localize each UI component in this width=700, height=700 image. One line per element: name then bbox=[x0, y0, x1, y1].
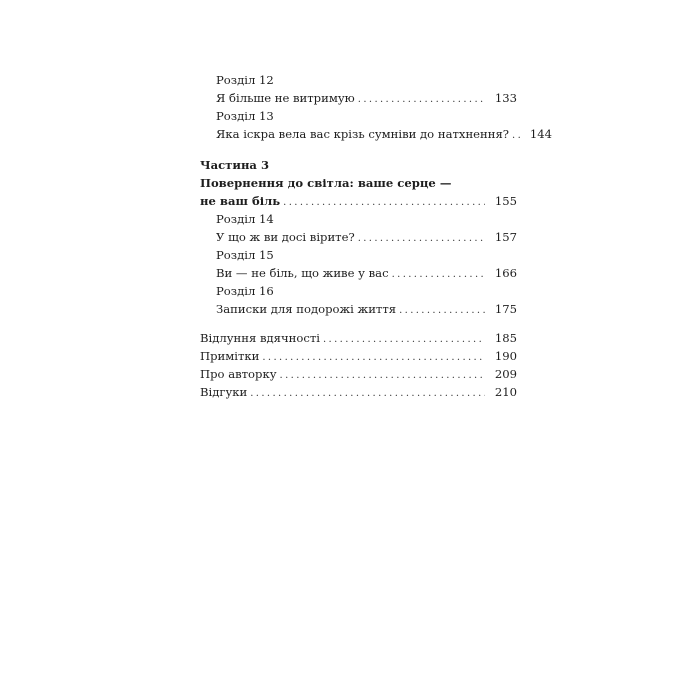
part-3-title-line-2: не ваш біль bbox=[200, 194, 281, 208]
part-3-heading: Частина 3 bbox=[200, 158, 270, 172]
page-number: 185 bbox=[494, 331, 517, 345]
dot-leader bbox=[280, 194, 485, 212]
chapter-15-entry bbox=[200, 264, 517, 282]
chapter-13-entry bbox=[200, 125, 553, 143]
page-number: 144 bbox=[529, 127, 553, 141]
page-number: 155 bbox=[494, 194, 517, 208]
dot-leader bbox=[277, 367, 485, 385]
dot-leader bbox=[396, 302, 485, 320]
back-matter-reviews: Відгуки . . . 210 bbox=[200, 383, 517, 401]
page-number: 190 bbox=[494, 349, 517, 363]
dot-leader bbox=[320, 331, 485, 349]
chapter-15-heading: Розділ 15 bbox=[216, 248, 274, 262]
chapter-12-heading: Розділ 12 bbox=[216, 73, 274, 87]
back-matter-acknowledgements: Відлуння вдячності . . . 185 bbox=[200, 329, 517, 347]
chapter-14-name: У що ж ви досі вірите? bbox=[216, 230, 355, 244]
page-number: 210 bbox=[494, 385, 517, 399]
chapter-14-entry bbox=[200, 228, 517, 246]
part-3-entry bbox=[200, 192, 517, 210]
dot-leader bbox=[247, 385, 485, 403]
chapter-16-name: Записки для подорожі життя bbox=[216, 302, 397, 316]
page-number: 209 bbox=[494, 367, 517, 381]
back-matter-notes: Примітки . . . 190 bbox=[200, 347, 517, 365]
dot-leader bbox=[259, 349, 485, 367]
dot-leader bbox=[355, 91, 485, 109]
chapter-13-name: Яка іскра вела вас крізь сумніви до натхнення? bbox=[216, 127, 510, 141]
dot-leader bbox=[509, 127, 520, 145]
chapter-12-entry bbox=[200, 89, 517, 107]
table-of-contents bbox=[200, 71, 553, 401]
dot-leader bbox=[389, 266, 485, 284]
page-number: 166 bbox=[494, 266, 517, 280]
chapter-12-name: Я більше не витримую bbox=[216, 91, 355, 105]
chapter-15-name: Ви — не біль, що живе у вас bbox=[216, 266, 389, 280]
page-number: 157 bbox=[494, 230, 517, 244]
back-matter-about-author: Про авторку . . . 209 bbox=[200, 365, 517, 383]
page-number: 175 bbox=[494, 302, 517, 316]
chapter-16-heading: Розділ 16 bbox=[216, 284, 274, 298]
page-number: 133 bbox=[494, 91, 517, 105]
chapter-16-entry bbox=[200, 300, 517, 318]
chapter-13-heading: Розділ 13 bbox=[216, 109, 274, 123]
dot-leader bbox=[355, 230, 485, 248]
chapter-14-heading: Розділ 14 bbox=[216, 212, 274, 226]
part-3-title-line-1: Повернення до світла: ваше серце — bbox=[200, 176, 452, 190]
